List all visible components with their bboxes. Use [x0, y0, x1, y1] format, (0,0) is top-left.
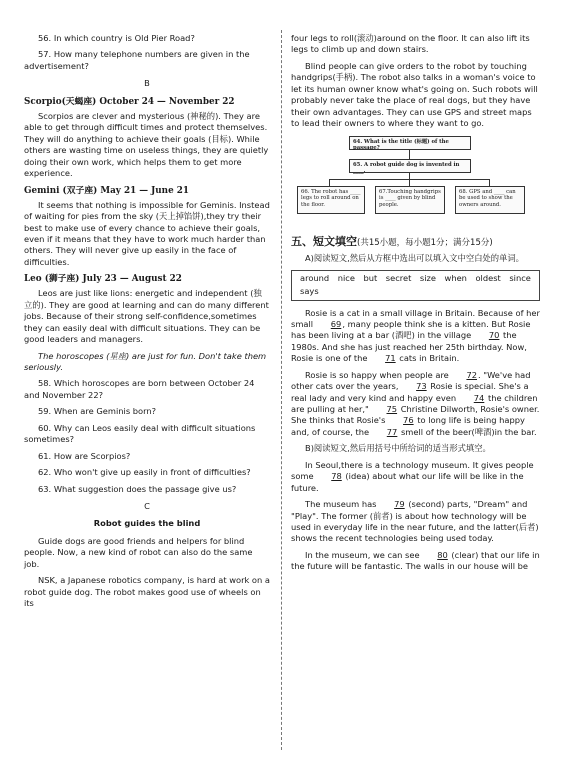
leo-title: Leo (狮子座) July 23 — August 22 [24, 274, 182, 285]
question-diagram [291, 136, 540, 228]
text-run: the 1980s. And she has just reached her 25th birthday. Now, Rosie is one of the [291, 330, 527, 364]
scorpio-heading [24, 96, 270, 108]
word-option: since [509, 272, 531, 283]
text-run: Rosie is a cat in a small village in Britain. Because of her small [291, 307, 540, 329]
blank-79: 79 [394, 499, 405, 510]
gemini-title: Gemini (双子座) May 21 — June 21 [24, 185, 189, 196]
blank-71: 71 [385, 353, 396, 364]
blank-78: 78 [331, 471, 342, 482]
question-61: 61. How are Scorpios? [38, 450, 131, 461]
gemini-heading [24, 185, 270, 197]
word-option: around [300, 272, 330, 283]
word-option: but [363, 272, 378, 283]
text-run: cats in Britain. [396, 353, 460, 364]
leo-heading [24, 273, 270, 285]
text-run: Rosie is special. She's a real lady and very kind and happy even [291, 381, 529, 403]
question-63: 63. What suggestion does the passage give us? [38, 483, 237, 494]
diagram-connector [489, 179, 490, 186]
column-divider [281, 30, 282, 750]
text-run: smell of the beer(啤酒)in the bar. [398, 426, 537, 437]
part-b-instruction: B)阅读短文,然后用括号中所给词的适当形式填空。 [305, 443, 491, 454]
scorpio-text: Scorpios are clever and mysterious (神秘的). They are able to get through difficult times and protect themselves. They will do anything to achieve their goals (目标). While others are wasting time on useless things, they are quietly doing their own work, which helps them to get more experience. [24, 110, 269, 179]
word-option: size [419, 272, 436, 283]
word-box [291, 270, 540, 301]
text-run: In the museum, we can see [305, 549, 423, 560]
scorpio-title: Scorpio(天蝎座) October 24 — November 22 [24, 96, 235, 107]
diagram-connector [329, 179, 330, 186]
robot-paragraph-2-continued: four legs to roll(滚动)around on the floor. It can also lift its legs to climb up and down stairs. [291, 33, 530, 55]
word-option: when [444, 272, 467, 283]
blank-72: 72 [466, 369, 477, 380]
rosie-paragraph-2 [291, 370, 540, 439]
section-5-score-note: (共15小题，每小题1分；满分15分) [357, 237, 493, 248]
section-b-label: B [144, 78, 150, 89]
diagram-connector [409, 150, 410, 159]
section-5-heading [291, 234, 540, 250]
blank-75: 75 [386, 404, 398, 415]
left-column [24, 33, 270, 614]
question-59: 59. When are Geminis born? [38, 406, 157, 417]
diagram-box-q68: 68. GPS and ____ can be used to show the owners around. [455, 186, 525, 214]
right-column [291, 33, 540, 578]
question-57: 57. How many telephone numbers are given in the advertisement? [24, 49, 250, 71]
robot-paragraph-1: Guide dogs are good friends and helpers for blind people. Now, a new kind of robot can also do the same job. [24, 535, 253, 569]
blank-73: 73 [416, 381, 427, 392]
diagram-box-q65: 65. A robot guide dog is invented in ____. [349, 159, 471, 173]
gemini-text: It seems that nothing is impossible for Geminis. Instead of waiting for pies from the sky (天上掉馅饼),they try their best to make use of every chance to achieve their goals, even if it means that they have to work much harder than others. They will never give up easily in the face of difficulties. [24, 199, 270, 267]
text-run: the children are pulling at her," [291, 392, 538, 415]
text-run: Christine Dilworth, Rosie's owner. She thinks that Rosie's [291, 404, 540, 426]
word-option: says [300, 286, 319, 297]
robot-paragraph-2: NSK, a Japanese robotics company, is hard at work on a robot guide dog. The robot makes good use of wheels on its [24, 575, 270, 608]
robot-paragraph-3: Blind people can give orders to the robot by touching handgrips(手柄). The robot also talks in a woman's voice to let its human owner know what's going on. Such robots will probably never take the place of real dogs, but they have their own advantages. They can use GPS and street maps to lead their owners to where they want to go. [291, 60, 538, 129]
text-run: In Seoul,there is a technology museum. It gives people some [291, 459, 534, 482]
text-run: , many people think she is a kitten. But Rosie has been living at a bar (酒吧) in the village [291, 318, 531, 341]
text-run: (clear) that our life in the future will be fantastic. The walls in our house will be [291, 549, 540, 572]
section-c-label: C [144, 500, 150, 511]
seoul-paragraph-2 [291, 499, 540, 545]
word-option: oldest [475, 272, 501, 283]
text-run: Rosie is so happy when people are [305, 369, 452, 380]
word-option: secret [385, 272, 412, 283]
text-run: (idea) about what our life will be like in the future. [291, 471, 524, 493]
horoscope-note: The horoscopes (星座) are just for fun. Don't take them seriously. [24, 350, 267, 372]
text-run: to long life is being happy and, of course, the [291, 415, 525, 437]
text-run: . "We've had other cats over the years, [291, 369, 531, 392]
diagram-box-q66: 66. The robot has ____ legs to roll around on the floor. [297, 186, 365, 214]
diagram-box-q67: 67.Touching handgrips is ____ given by blind people. [375, 186, 445, 214]
blank-70: 70 [488, 330, 500, 341]
part-a-instruction: A)阅读短文,然后从方框中选出可以填入文中空白处的单词。 [305, 253, 524, 264]
section-5-title: 五、短文填空 [291, 234, 357, 248]
blank-74: 74 [473, 392, 485, 403]
blank-77: 77 [386, 426, 398, 437]
question-60: 60. Why can Leos easily deal with difficult situations sometimes? [24, 422, 256, 445]
text-run: (second) parts, "Dream" and "Play". The former (前者) is about how technology will be used in everyday life in the near future, and the latter(后者) shows the recent technologies being used today. [291, 499, 539, 544]
seoul-paragraph-3 [291, 550, 540, 573]
blank-76: 76 [403, 415, 414, 426]
diagram-box-q64: 64. What is the title (标题) of the passage? [349, 136, 471, 150]
word-option: nice [337, 272, 355, 283]
seoul-paragraph-1 [291, 460, 540, 494]
question-62: 62. Who won't give up easily in front of difficulties? [38, 467, 251, 478]
blank-80: 80 [437, 549, 448, 560]
question-58: 58. Which horoscopes are born between October 24 and November 22? [24, 378, 255, 400]
diagram-connector [409, 179, 410, 186]
robot-article-title: Robot guides the blind [93, 518, 201, 529]
leo-text: Leos are just like lions: energetic and independent (独立的). They are good at learning and can do many different jobs. Because of their strong self-confidence,sometimes they can easily deal with difficult situations. They can be good leaders and managers. [24, 288, 269, 345]
text-run: The museum has [305, 499, 380, 510]
blank-69: 69 [330, 318, 342, 329]
rosie-paragraph-1 [291, 308, 540, 365]
question-56: 56. In which country is Old Pier Road? [38, 33, 195, 43]
